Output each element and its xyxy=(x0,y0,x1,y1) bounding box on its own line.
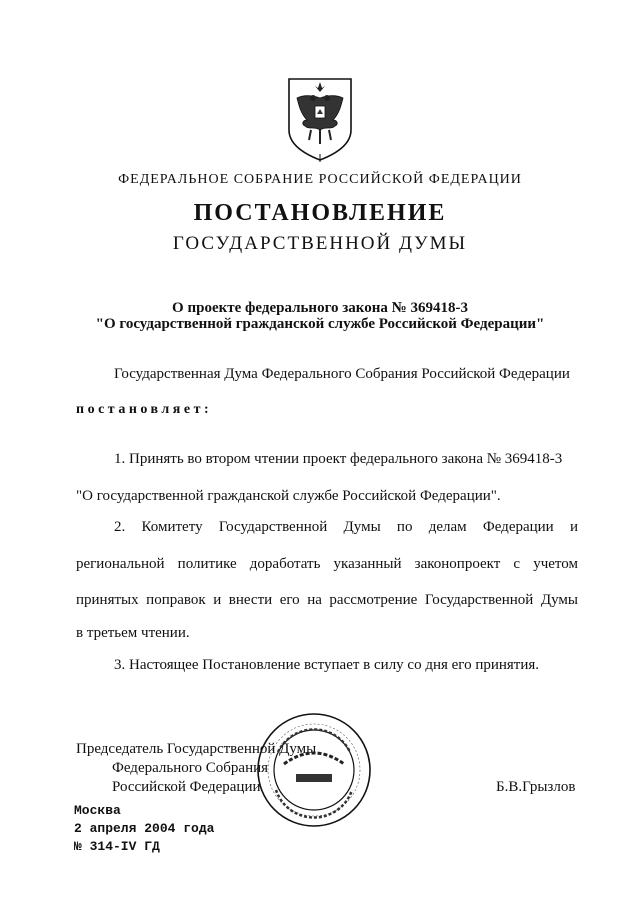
chair-title-line-3: Российской Федерации xyxy=(112,779,261,795)
official-stamp xyxy=(256,712,372,828)
footer-number: № 314-IV ГД xyxy=(74,839,160,854)
chair-title-line-1: Председатель Государственной Думы xyxy=(76,741,317,757)
item-2-line-3: принятых поправок и внести его на рассмотрение Государственной Думы xyxy=(76,592,578,608)
coat-of-arms-emblem xyxy=(285,76,355,162)
organization-heading: ФЕДЕРАЛЬНОЕ СОБРАНИЕ РОССИЙСКОЙ ФЕДЕРАЦИИ xyxy=(118,172,522,187)
document-title: ПОСТАНОВЛЕНИЕ xyxy=(193,200,447,226)
subject-line-2: "О государственной гражданской службе Российской Федерации" xyxy=(95,316,545,332)
intro-paragraph: Государственная Дума Федерального Собрания Российской Федерации xyxy=(114,366,570,382)
item-2-line-1: 2. Комитету Государственной Думы по делам Федерации и xyxy=(114,519,578,535)
item-2-line-4: в третьем чтении. xyxy=(76,625,190,641)
subject-line-1: О проекте федерального закона № 369418-3 xyxy=(172,300,468,316)
item-3: 3. Настоящее Постановление вступает в силу со дня его принятия. xyxy=(114,657,540,673)
document-subtitle: ГОСУДАРСТВЕННОЙ ДУМЫ xyxy=(172,233,468,254)
footer-date: 2 апреля 2004 года xyxy=(74,821,215,836)
item-1-line-1: 1. Принять во втором чтении проект федерального закона № 369418-3 xyxy=(114,451,563,467)
decree-word: постановляет: xyxy=(76,402,213,417)
item-2-line-2: региональной политике доработать указанный законопроект с учетом xyxy=(76,556,578,572)
signer-name: Б.В.Грызлов xyxy=(496,779,576,795)
chair-title-line-2: Федерального Собрания xyxy=(112,760,269,776)
footer-city: Москва xyxy=(74,803,121,818)
item-1-line-2: "О государственной гражданской службе Российской Федерации". xyxy=(76,488,501,504)
